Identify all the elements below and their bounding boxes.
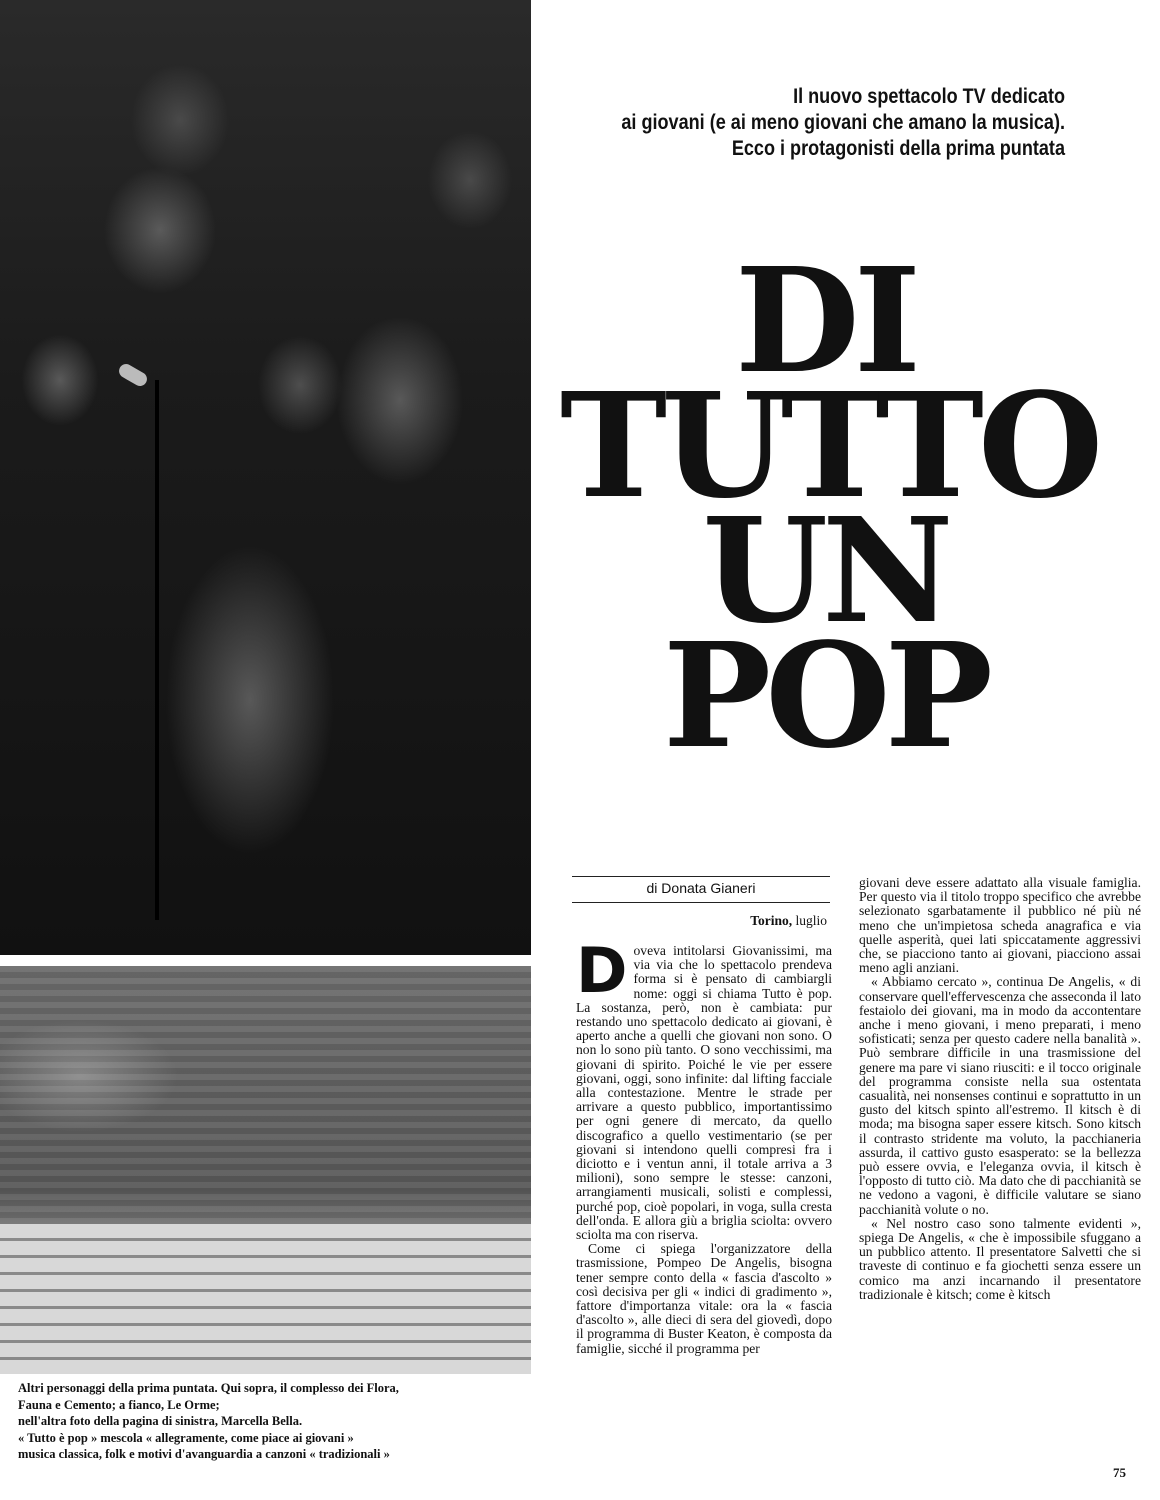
audience-photo <box>0 0 531 955</box>
kicker-line: Il nuovo spettacolo TV dedicato <box>793 85 1065 108</box>
dateline <box>572 913 827 929</box>
page-number: 75 <box>1113 1465 1126 1480</box>
caption-line: nell'altra foto della pagina di sinistra, Marcella Bella. <box>18 1414 303 1428</box>
article-paragraph: « Nel nostro caso sono talmente evidenti », spiega De Angelis, « che è impossibile sfuggano a un pubblico attento. Il presentatore Salvetti che si traveste di continuo e fa giochetti senza essere un comico ma anzi incarnando il presentatore tradizionale è kitsch; come è kitsch <box>859 1215 1141 1302</box>
article-column-1 <box>576 944 832 1464</box>
headline-line: POP <box>663 611 987 780</box>
stone-steps <box>0 1224 531 1374</box>
kicker <box>614 84 1066 162</box>
headline <box>560 236 1098 780</box>
headline-line: TUTTO <box>560 361 1098 530</box>
article-paragraph: oveva intitolarsi Giovanissimi, ma via via che lo spettacolo prendeva forma si è pensato di cambiargli nome: oggi si chiama Tutto è pop. La sostanza, però, non è cambiata: pur restando uno spettacolo dedicato ai giovani, è aperto anche a quelli che giovani non sono. O non lo sono più tanto. O sono vecchissimi, ma giovani di spirito. Poiché le vie per essere giovani, oggi, sono infinite: dal lifting facciale alla contestazione. Mentre le strade per arrivare a questo pubblico, importantissimo per ogni genere di mercato, da quello discografico a quello vestimentario (se per giovani si intendono quelli compresi fra i diciotto e i ventun anni, il totale arriva a 3 milioni), sono sempre le stesse: canzoni, arrangiamenti musicali, solisti e complessi, purché pop, cioè popolari, in voga, sulla cresta dell'onda. E allora giù a briglia sciolta: ovvero sciolta ma con riserva. <box>576 944 832 1243</box>
photo-caption <box>18 1380 538 1463</box>
band-on-stairs-photo <box>0 966 531 1374</box>
headline-line: UN <box>702 486 948 655</box>
kicker-line: ai giovani (e ai meno giovani che amano la musica). <box>621 111 1065 134</box>
article-column-2 <box>859 876 1141 1466</box>
caption-line: « Tutto è pop » mescola « allegramente, come piace ai giovani » <box>18 1430 354 1445</box>
caption-line: Altri personaggi della prima puntata. Qui sopra, il complesso dei Flora, <box>18 1381 399 1395</box>
headline-line: DI <box>734 236 916 405</box>
byline-rule-bottom <box>572 902 830 903</box>
caption-line: Fauna e Cemento; a fianco, Le Orme; <box>18 1397 220 1412</box>
microphone-stand <box>155 380 159 920</box>
kicker-line: Ecco i protagonisti della prima puntata <box>731 137 1065 160</box>
dateline-place: Torino, <box>750 913 793 928</box>
microphone <box>117 361 150 388</box>
caption-line: musica classica, folk e motivi d'avanguardia a canzoni « tradizionali » <box>18 1447 390 1461</box>
dateline-date: luglio <box>792 913 827 928</box>
drop-cap: D <box>576 944 628 1007</box>
byline: di Donata Gianeri <box>646 880 756 896</box>
byline-rule-top <box>572 876 830 877</box>
article-paragraph: Come ci spiega l'organizzatore della trasmissione, Pompeo De Angelis, bisogna tener sempre conto della « fascia d'ascolto » così decisiva per gli « indici di gradimento », fattore d'importanza vitale: ora la « fascia d'ascolto », alle dieci di sera del giovedì, dopo il programma di Buster Keaton, è composta da famiglie, sicché il programma per <box>576 1241 832 1356</box>
article-paragraph: « Abbiamo cercato », continua De Angelis, « di conservare quell'effervescenza che asseconda il lato festaiolo dei giovani, ma in modo da accontentare anche i meno giovani, i meno preparati, i meno sofisticati; senza per questo cadere nella banalità ». Può sembrare difficile in una trasmissione del genere ma pare vi siano riusciti: e il tocco originale del programma consiste nella sua ostentata casualità, nei nonsenses continui e soprattutto in un gusto del kitsch spinto all'estremo. Il kitsch è di moda; ma bisogna saper essere kitsch. Sono kitsch il contrasto stridente ma voluto, la pacchianeria assurda, il cattivo gusto esasperato: se la bellezza può essere ovvia, e l'eleganza ovvia, il kitsch è l'opposto di tutto ciò. Ma dato che di pacchianità se ne vedono a vagoni, è difficile valutare se siano pacchianità volute o no. <box>859 974 1141 1217</box>
article-paragraph: giovani deve essere adattato alla visuale famiglia. Per questo via il titolo troppo specifico che avrebbe selezionato sgarbatamente il pubblico né più né meno che un'impietosa scheda anagrafica e via quelle asperità, quei lati spiccatamente aggressivi che, se piacciono tanto ai giovani, piacciono assai meno agli anziani. <box>859 876 1141 976</box>
